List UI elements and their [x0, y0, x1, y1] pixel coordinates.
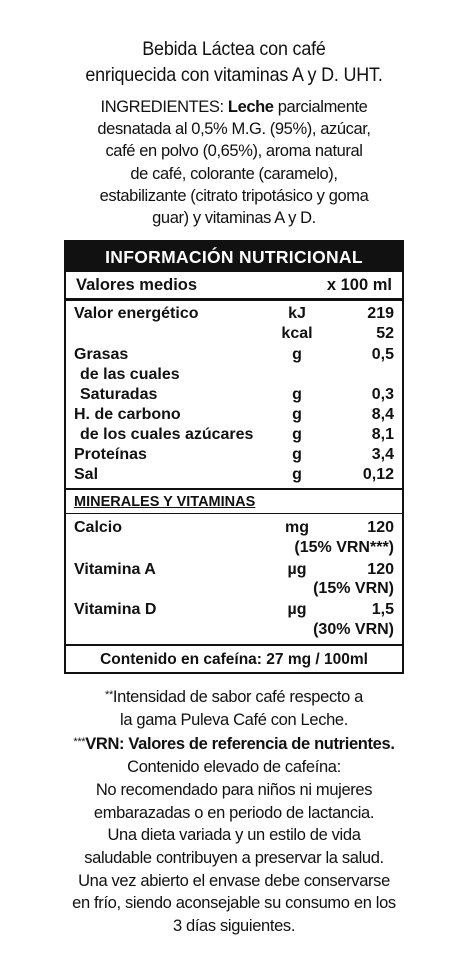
- mineral-name: Vitamina A: [74, 561, 156, 578]
- footnote-line: Una vez abierto el envase debe conservarse: [78, 871, 390, 890]
- footnote-line: 3 días siguientes.: [172, 917, 296, 936]
- footnote-line: Una dieta variada y un estilo de vida: [107, 826, 361, 845]
- footnote-marker: **: [105, 689, 113, 701]
- nutrient-name: Sal: [74, 466, 99, 483]
- nutrient-unit: g: [292, 346, 302, 363]
- header-per-100ml: x 100 ml: [326, 276, 392, 294]
- mineral-vrn: (15% VRN***): [294, 539, 394, 556]
- footnotes-block: [56, 684, 412, 938]
- nutrient-unit: g: [292, 466, 302, 483]
- ingredients-highlight: Leche: [227, 98, 274, 116]
- mineral-name: Calcio: [74, 519, 123, 536]
- mineral-value: 120: [367, 561, 394, 578]
- footnote-line: embarazadas o en periodo de lactancia.: [93, 803, 375, 822]
- footnote-line: [56, 731, 412, 756]
- footnote-text: VRN: Valores de referencia de nutrientes.: [85, 735, 395, 754]
- footnote-line: saludable contribuyen a preservar la salud.: [84, 848, 384, 867]
- ingredients-line: guar) y vitaminas A y D.: [152, 209, 316, 228]
- product-title-line: enriquecida con vitaminas A y D. UHT.: [85, 64, 383, 86]
- mineral-value: 120: [367, 519, 394, 536]
- divider: [66, 488, 402, 490]
- nutrient-name: Grasas: [74, 346, 129, 363]
- footnote-text: Intensidad de sabor café respecto a: [112, 688, 363, 706]
- nutrient-name: H. de carbono: [74, 406, 181, 423]
- footnote-line: Contenido elevado de cafeína:: [127, 758, 341, 777]
- minerals-title: MINERALES Y VITAMINAS: [74, 494, 256, 510]
- divider: [66, 644, 402, 646]
- nutrient-unit: kJ: [288, 305, 306, 322]
- nutrient-name: de las cuales: [80, 366, 180, 383]
- ingredients-text: parcialmente: [277, 98, 368, 116]
- ingredients-label: INGREDIENTES:: [100, 98, 224, 116]
- nutrient-value: 0,12: [362, 466, 394, 483]
- mineral-unit: µg: [287, 601, 307, 618]
- ingredients-block: [60, 96, 408, 229]
- mineral-vrn: (15% VRN): [313, 580, 394, 597]
- ingredients-line: [60, 96, 408, 118]
- footnote-line: en frío, siendo aconsejable su consumo en los: [72, 894, 396, 913]
- nutrient-unit: g: [292, 386, 302, 403]
- nutrient-value: 219: [367, 305, 394, 322]
- footnote-line: [56, 684, 412, 709]
- nutrient-unit: g: [292, 426, 302, 443]
- footnote-line: No recomendado para niños ni mujeres: [95, 780, 373, 799]
- nutrient-value: 8,1: [371, 426, 394, 443]
- nutrient-unit: g: [292, 406, 302, 423]
- nutrition-table: [64, 240, 404, 674]
- nutrition-subheader: [76, 273, 392, 298]
- nutrient-name: Proteínas: [74, 446, 147, 463]
- nutrient-unit: g: [292, 446, 302, 463]
- nutrient-value: 3,4: [371, 446, 394, 463]
- product-title-line: Bebida Láctea con café: [142, 38, 326, 60]
- nutrient-name: Valor energético: [74, 305, 199, 322]
- ingredients-line: de café, colorante (caramelo),: [130, 164, 338, 183]
- nutrient-value: 8,4: [371, 406, 394, 423]
- caffeine-content: Contenido en cafeína: 27 mg / 100ml: [100, 651, 368, 668]
- header-values-label: Valores medios: [76, 276, 198, 294]
- footnote-line: la gama Puleva Café con Leche.: [120, 710, 348, 729]
- nutrient-name: Saturadas: [80, 386, 158, 403]
- product-title: [19, 36, 450, 88]
- nutrient-value: 0,5: [371, 346, 394, 363]
- mineral-unit: mg: [285, 519, 309, 536]
- ingredients-line: desnatada al 0,5% M.G. (95%), azúcar,: [97, 120, 371, 139]
- footnote-marker: ***: [73, 736, 86, 749]
- nutrient-value: 52: [376, 325, 394, 342]
- nutrient-value: 0,3: [371, 386, 394, 403]
- divider: [66, 298, 402, 301]
- mineral-name: Vitamina D: [74, 601, 157, 618]
- ingredients-line: estabilizante (citrato tripotásico y goma: [99, 186, 369, 205]
- nutrient-unit: kcal: [281, 325, 313, 342]
- mineral-value: 1,5: [371, 601, 394, 618]
- divider: [66, 513, 402, 514]
- ingredients-line: café en polvo (0,65%), aroma natural: [105, 142, 363, 161]
- mineral-vrn: (30% VRN): [313, 621, 394, 638]
- mineral-unit: µg: [287, 561, 307, 578]
- nutrient-name: de los cuales azúcares: [80, 426, 254, 443]
- nutrition-title: INFORMACIÓN NUTRICIONAL: [66, 242, 402, 272]
